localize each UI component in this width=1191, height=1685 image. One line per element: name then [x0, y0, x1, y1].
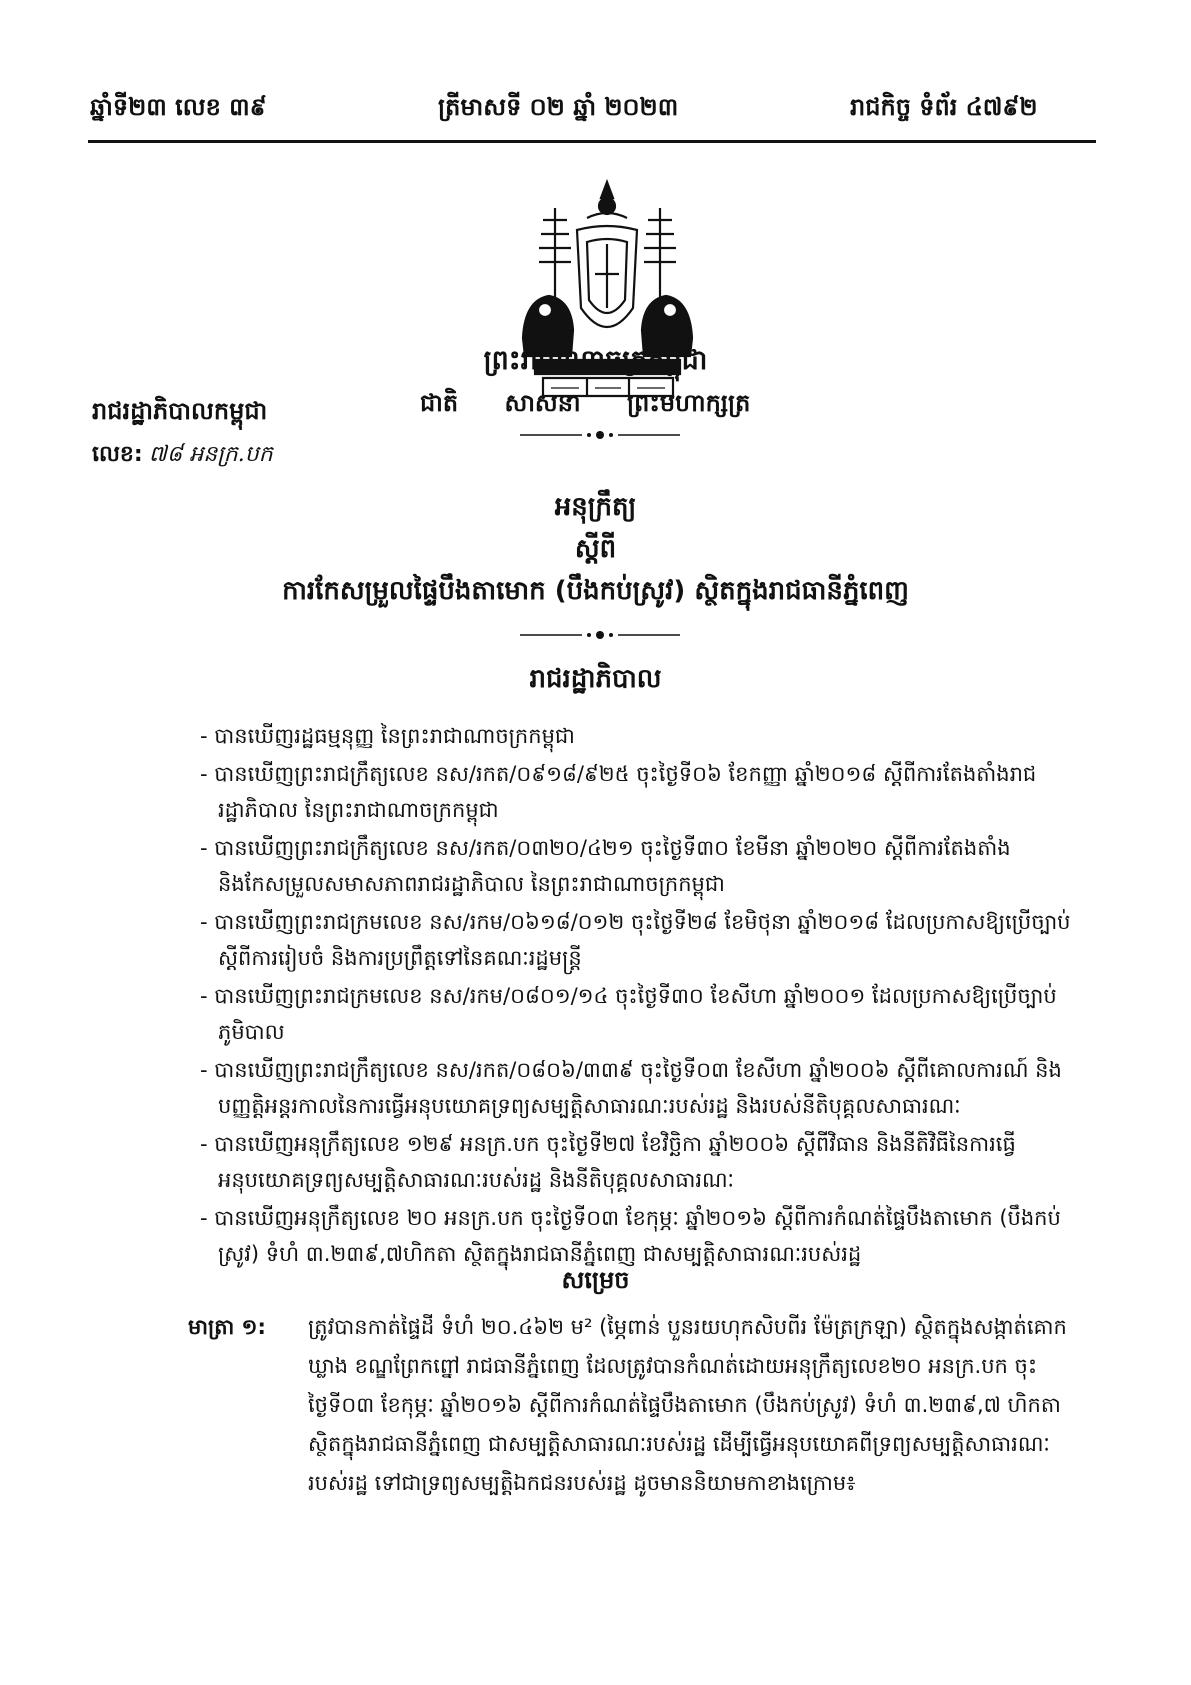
- motto-nation: ជាតិ: [420, 389, 459, 417]
- decorative-divider-icon: [520, 428, 680, 442]
- header-divider: [88, 140, 1096, 143]
- consideration-item: - បានឃើញរដ្ឋធម្មនុញ្ញ នៃព្រះរាជាណាចក្រកម្ពុជា: [200, 724, 575, 748]
- consideration-item: - បានឃើញព្រះរាជក្រមលេខ នស/រកម/០៨០១/១៤ ចុះថ្ងៃទី៣០ ខែសីហា ឆ្នាំ២០០១ ដែលប្រកាសឱ្យប្រើច្បាប់ភូមិបាល: [200, 984, 1057, 1044]
- decision-heading: សម្រេច: [561, 1266, 630, 1294]
- national-motto: [420, 388, 788, 423]
- document-type: អនុក្រឹត្យ: [554, 492, 637, 522]
- document-about: ស្តីពី: [574, 534, 617, 564]
- considerations-list: [200, 718, 1088, 1274]
- document-subject: ការកែសម្រួលផ្ទៃបឹងតាមោក (បឹងកប់ស្រូវ) ស្ថិតក្នុងរាជធានីភ្នំពេញ: [282, 576, 909, 606]
- consideration-item: - បានឃើញអនុក្រឹត្យលេខ ១២៩ អនក្រ.បក ចុះថ្ងៃទី២៧ ខែវិច្ឆិកា ឆ្នាំ២០០៦ ស្តីពីវិធាន និងនីតិវិធីនៃការធ្វើអនុបយោគទ្រព្យសម្បត្តិសាធារណៈរបស់រដ្ឋ និងនីតិបុគ្គលសាធារណៈ: [200, 1132, 1016, 1192]
- consideration-item: - បានឃើញព្រះរាជក្រឹត្យលេខ នស/រកត/០៨០៦/៣៣៩ ចុះថ្ងៃទី០៣ ខែសីហា ឆ្នាំ២០០៦ ស្តីពីគោលការណ៍ និងបញ្ញត្តិអន្តរកាលនៃការធ្វើអនុបយោគទ្រព្យសម្បត្តិសាធារណៈរបស់រដ្ឋ និងរបស់នីតិបុគ្គលសាធារណៈ: [200, 1058, 1062, 1118]
- article-1: [188, 1308, 1088, 1503]
- gazette-page: រាជកិច្ច ទំព័រ ៤៧៩២: [850, 93, 1038, 121]
- consideration-item: - បានឃើញអនុក្រឹត្យលេខ ២០ អនក្រ.បក ចុះថ្ងៃទី០៣ ខែកុម្ភៈ ឆ្នាំ២០១៦ ស្តីពីការកំណត់ផ្ទៃបឹងតាមោក (បឹងកប់ស្រូវ) ទំហំ ៣.២៣៩,៧ហិកតា ស្ថិតក្នុងរាជធានីភ្នំពេញ ជាសម្បត្តិសាធារណៈរបស់រដ្ឋ: [200, 1206, 1061, 1266]
- decree-number: [92, 440, 273, 472]
- government-name: រាជរដ្ឋាភិបាលកម្ពុជា: [92, 397, 268, 425]
- decorative-divider-icon: [520, 628, 680, 642]
- kingdom-name: ព្រះរាជាណាចក្រកម្ពុជា: [483, 345, 708, 376]
- motto-king: ព្រះមហាក្សត្រ: [626, 389, 751, 417]
- gazette-quarter: ត្រីមាសទី ០២ ឆ្នាំ ២០២៣: [438, 93, 679, 121]
- decree-number-value: ៧៨ អនក្រ.បក: [148, 442, 273, 467]
- consideration-item: - បានឃើញព្រះរាជក្រឹត្យលេខ នស/រកត/០៣២០/៤២១ ចុះថ្ងៃទី៣០ ខែមីនា ឆ្នាំ២០២០ ស្តីពីការតែងតាំង និងកែសម្រួលសមាសភាពរាជរដ្ឋាភិបាល នៃព្រះរាជាណាចក្រកម្ពុជា: [200, 836, 1011, 896]
- issuing-authority: រាជរដ្ឋាភិបាល: [529, 664, 662, 694]
- gazette-year-issue: ឆ្នាំទី២៣ លេខ ៣៩: [90, 93, 267, 121]
- consideration-item: - បានឃើញព្រះរាជក្រមលេខ នស/រកម/០៦១៨/០១២ ចុះថ្ងៃទី២៨ ខែមិថុនា ឆ្នាំ២០១៨ ដែលប្រកាសឱ្យប្រើច្បាប់ស្តីពីការរៀបចំ និងការប្រព្រឹត្តទៅនៃគណៈរដ្ឋមន្ត្រី: [200, 910, 1071, 970]
- decree-number-label: លេខ:: [92, 442, 143, 467]
- motto-religion: សាសនា: [504, 389, 581, 417]
- article-1-text: ត្រូវបានកាត់ផ្ទៃដី ទំហំ ២០.៤៦២ ម² (ម្ភៃពាន់ បួនរយហុកសិបពីរ ម៉ែត្រក្រឡា) ស្ថិតក្នុងសង្កាត់គោកឃ្លាង ខណ្ឌព្រែកព្នៅ រាជធានីភ្នំពេញ ដែលត្រូវបានកំណត់ដោយអនុក្រឹត្យលេខ២០ អនក្រ.បក ចុះថ្ងៃទី០៣ ខែកុម្ភៈ ឆ្នាំ២០១៦ ស្តីពីការកំណត់ផ្ទៃបឹងតាមោក (បឹងកប់ស្រូវ) ទំហំ ៣.២៣៩,៧ ហិកតា ស្ថិតក្នុងរាជធានីភ្នំពេញ ជាសម្បត្តិសាធារណៈរបស់រដ្ឋ ដើម្បីធ្វើអនុបយោគពីទ្រព្យសម្បត្តិសាធារណៈរបស់រដ្ឋ ទៅជាទ្រព្យសម្បត្តិឯកជនរបស់រដ្ឋ ដូចមាននិយាមកាខាងក្រោម៖: [308, 1315, 1067, 1495]
- consideration-item: - បានឃើញព្រះរាជក្រឹត្យលេខ នស/រកត/០៩១៨/៩២៥ ចុះថ្ងៃទី០៦ ខែកញ្ញា ឆ្នាំ២០១៨ ស្តីពីការតែងតាំងរាជរដ្ឋាភិបាល នៃព្រះរាជាណាចក្រកម្ពុជា: [200, 762, 1037, 822]
- article-1-label: មាត្រា ១:: [188, 1315, 266, 1339]
